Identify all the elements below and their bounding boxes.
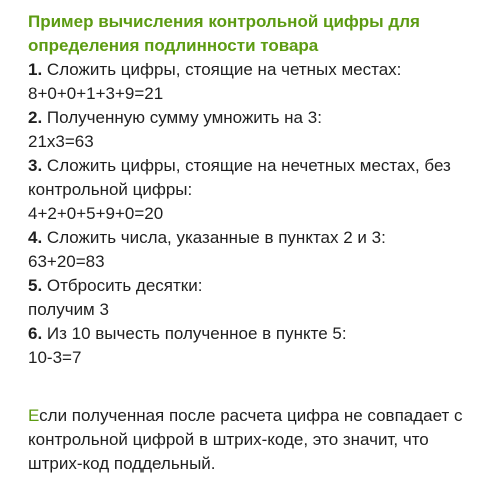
step-number: 1. xyxy=(28,60,43,79)
step-6 xyxy=(28,322,491,346)
drop-letter: Е xyxy=(28,406,40,425)
step-text: Полученную сумму умножить на 3: xyxy=(42,108,322,127)
step-number: 4. xyxy=(28,228,43,247)
note-line-2: контрольной цифрой в штрих-коде, это значит, что xyxy=(28,430,429,449)
step-4-result: 63+20=83 xyxy=(28,252,105,271)
note-line-1 xyxy=(28,404,498,428)
step-number: 3. xyxy=(28,156,43,175)
step-text: Сложить числа, указанные в пунктах 2 и 3: xyxy=(42,228,386,247)
step-5-result: получим 3 xyxy=(28,300,109,319)
step-text: Сложить цифры, стоящие на нечетных местах, без xyxy=(42,156,451,175)
step-number: 5. xyxy=(28,276,43,295)
step-1-result: 8+0+0+1+3+9=21 xyxy=(28,84,164,103)
step-4 xyxy=(28,226,491,250)
step-5 xyxy=(28,274,491,298)
step-text: Отбросить десятки: xyxy=(42,276,203,295)
step-number: 6. xyxy=(28,324,43,343)
note-line-3: штрих-код поддельный. xyxy=(28,454,216,473)
step-3-text-continued: контрольной цифры: xyxy=(28,180,193,199)
paragraph-gap xyxy=(28,370,491,404)
step-text: Из 10 вычесть полученное в пункте 5: xyxy=(42,324,347,343)
step-2 xyxy=(28,106,491,130)
step-1 xyxy=(28,58,491,82)
step-2-result: 21х3=63 xyxy=(28,132,94,151)
article-title xyxy=(28,10,491,58)
step-text: Сложить цифры, стоящие на четных местах: xyxy=(42,60,402,79)
title-line-2: определения подлинности товара xyxy=(28,36,319,55)
step-number: 2. xyxy=(28,108,43,127)
step-3-result: 4+2+0+5+9+0=20 xyxy=(28,204,164,223)
title-line-1: Пример вычисления контрольной цифры для xyxy=(28,12,420,31)
note-line-1-text: сли полученная после расчета цифра не совпадает с xyxy=(39,406,463,425)
step-3 xyxy=(28,154,491,178)
steps-list xyxy=(28,58,491,370)
conclusion-paragraph xyxy=(28,404,498,476)
step-6-result: 10-3=7 xyxy=(28,348,82,367)
